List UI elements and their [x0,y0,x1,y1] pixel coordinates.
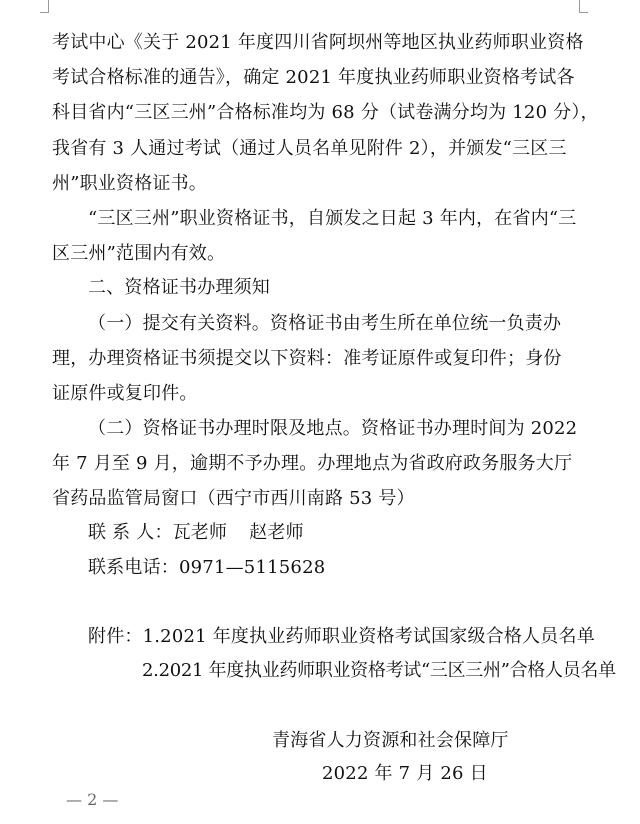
attachment-item-2: 2.2021 年度执业药师职业资格考试“三区三州”合格人员名单 [142,660,616,681]
crop-mark-left-vertical [48,0,49,12]
contact-person-1: 瓦老师 [172,522,228,543]
paragraph1-line: 科目省内“三区三州”合格标准均为 68 分（试卷满分均为 120 分）， [52,102,599,123]
paragraph1-line: 我省有 3 人通过考试（通过人员名单见附件 2），并颁发“三区三 [52,138,567,159]
contact-person-2: 赵老师 [249,522,304,543]
signature-organization: 青海省人力资源和社会保障厅 [272,730,509,751]
item2-line: 省药品监管局窗口（西宁市西川南路 53 号） [52,488,415,509]
attachment-item-1: 1.2021 年度执业药师职业资格考试国家级合格人员名单 [142,626,595,647]
page-number: — 2 — [66,790,119,809]
crop-mark-left-horizontal [40,12,49,13]
item1-line: 证原件或复印件。 [52,383,198,404]
item2-line: （二）资格证书办理时限及地点。资格证书办理时间为 2022 [88,418,578,439]
phone-line [88,556,325,580]
paragraph2-line: 区三州”范围内有效。 [52,243,226,264]
attachments-label: 附件： [88,626,143,647]
contact-line [88,521,304,545]
paragraph1-line: 考试中心《关于 2021 年度四川省阿坝州等地区执业药师职业资格 [52,32,584,53]
crop-mark-right-vertical [579,0,580,12]
item2-line: 年 7 月至 9 月，逾期不予办理。办理地点为省政府政务服务大厅 [52,453,573,474]
contact-label: 联 系 人： [88,522,173,543]
phone-number: 0971—5115628 [179,557,326,578]
paragraph1-line: 考试合格标准的通告》，确定 2021 年度执业药师职业资格考试各 [52,67,575,88]
attachment-line-1 [88,625,595,649]
item1-line: （一）提交有关资料。资格证书由考生所在单位统一负责办 [88,313,562,334]
paragraph1-line: 州”职业资格证书。 [52,173,208,194]
signature-date: 2022 年 7 月 26 日 [322,763,488,784]
paragraph2-line: “三区三州”职业资格证书，自颁发之日起 3 年内，在省内“三 [88,208,577,229]
crop-mark-right-horizontal [579,12,588,13]
phone-label: 联系电话： [88,557,179,578]
item1-line: 理，办理资格证书须提交以下资料：准考证原件或复印件；身份 [52,348,562,369]
section-heading: 二、资格证书办理须知 [88,277,270,298]
